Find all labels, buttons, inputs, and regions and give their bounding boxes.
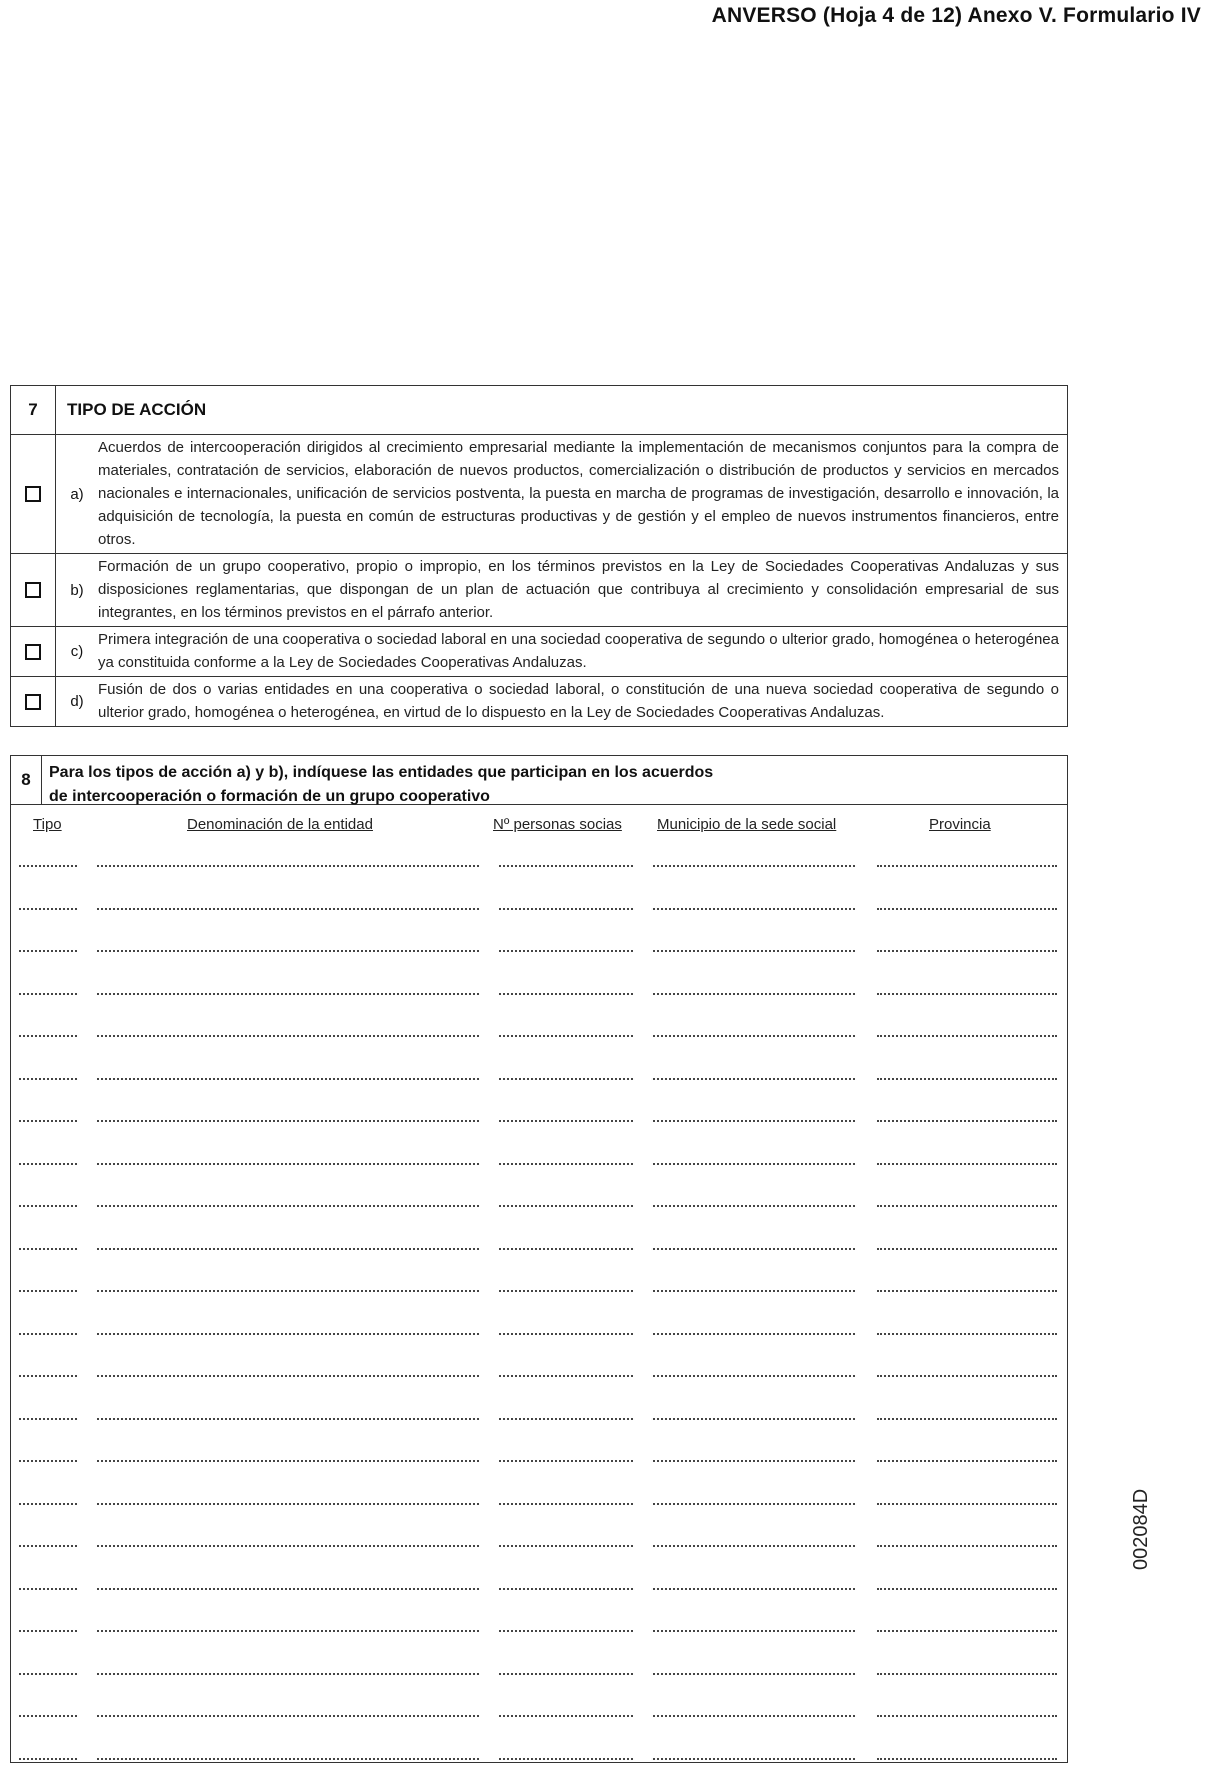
table-row [11,1693,1067,1736]
municipio-field[interactable] [653,1400,855,1420]
option-letter-b: b) [56,554,98,626]
tipo-field[interactable] [19,1697,77,1717]
personas-socias-field[interactable] [499,1230,633,1250]
provincia-field[interactable] [877,1612,1057,1632]
tipo-field[interactable] [19,1060,77,1080]
provincia-field[interactable] [877,1187,1057,1207]
tipo-field[interactable] [19,1357,77,1377]
table-row [11,843,1067,886]
section-7-number: 7 [11,386,56,434]
checkbox-option-a[interactable] [25,486,41,502]
tipo-field[interactable] [19,975,77,995]
municipio-field[interactable] [653,1442,855,1462]
denominacion-field[interactable] [97,932,479,952]
section-8-entidades [10,755,1068,1763]
table-row [11,1736,1067,1778]
table-row [11,1651,1067,1694]
column-header-personas-socias: Nº personas socias [493,816,622,833]
document-code: 002084D [1130,1489,1153,1570]
personas-socias-field[interactable] [499,1315,633,1335]
section-8-title [42,756,713,804]
tipo-field[interactable] [19,1655,77,1675]
denominacion-field[interactable] [97,1400,479,1420]
provincia-field[interactable] [877,1400,1057,1420]
denominacion-field[interactable] [97,975,479,995]
denominacion-field[interactable] [97,1570,479,1590]
checkbox-option-b[interactable] [25,582,41,598]
page-header-title: ANVERSO (Hoja 4 de 12) Anexo V. Formulario IV [712,4,1201,28]
column-header-municipio: Municipio de la sede social [657,816,836,833]
personas-socias-field[interactable] [499,1102,633,1122]
table-row [11,1268,1067,1311]
provincia-field[interactable] [877,1655,1057,1675]
column-headers [11,805,1067,843]
personas-socias-field[interactable] [499,932,633,952]
municipio-field[interactable] [653,1612,855,1632]
section-8-number: 8 [11,756,42,804]
table-row [11,1353,1067,1396]
section-7-header [11,386,1067,435]
section-7-title: TIPO DE ACCIÓN [56,386,206,434]
personas-socias-field[interactable] [499,1400,633,1420]
personas-socias-field[interactable] [499,1017,633,1037]
column-header-provincia: Provincia [929,816,991,833]
table-row [11,1141,1067,1184]
municipio-field[interactable] [653,975,855,995]
column-header-denominacion: Denominación de la entidad [187,816,373,833]
provincia-field[interactable] [877,1060,1057,1080]
section-8-title-line-2: de intercooperación o formación de un grupo cooperativo [49,785,713,809]
option-letter-a: a) [56,435,98,553]
provincia-field[interactable] [877,1272,1057,1292]
provincia-field[interactable] [877,1697,1057,1717]
table-row [11,971,1067,1014]
municipio-field[interactable] [653,1527,855,1547]
municipio-field[interactable] [653,1272,855,1292]
municipio-field[interactable] [653,1697,855,1717]
denominacion-field[interactable] [97,890,479,910]
personas-socias-field[interactable] [499,1655,633,1675]
tipo-field[interactable] [19,1400,77,1420]
tipo-field[interactable] [19,932,77,952]
table-row [11,1311,1067,1354]
provincia-field[interactable] [877,1145,1057,1165]
denominacion-field[interactable] [97,1527,479,1547]
tipo-field[interactable] [19,1527,77,1547]
table-row [11,1608,1067,1651]
denominacion-field[interactable] [97,1272,479,1292]
tipo-field[interactable] [19,1612,77,1632]
option-text-a: Acuerdos de intercooperación dirigidos al crecimiento empresarial mediante la implementación de mecanismos conjuntos para la compra de materiales, contratación de servicios, elaboración de nuevos productos, comercialización o distribución de productos y servicios en mercados nacionales e internacionales, unificación de servicios postventa, la puesta en marcha de programas de investigación, desarrollo e innovación, la adquisición de tecnología, la puesta en común de estructuras productivas y de gestión y el empleo de nuevos instrumentos financieros, entre otros. [98,435,1067,553]
denominacion-field[interactable] [97,1485,479,1505]
section-8-title-line-1: Para los tipos de acción a) y b), indíquese las entidades que participan en los acuerdos [49,761,713,785]
table-row [11,1226,1067,1269]
personas-socias-field[interactable] [499,1145,633,1165]
provincia-field[interactable] [877,932,1057,952]
provincia-field[interactable] [877,890,1057,910]
municipio-field[interactable] [653,1145,855,1165]
entity-rows [11,843,1067,1778]
tipo-field[interactable] [19,847,77,867]
table-row [11,1098,1067,1141]
table-row [11,1183,1067,1226]
provincia-field[interactable] [877,1527,1057,1547]
provincia-field[interactable] [877,975,1057,995]
provincia-field[interactable] [877,1357,1057,1377]
provincia-field[interactable] [877,847,1057,867]
tipo-field[interactable] [19,1145,77,1165]
municipio-field[interactable] [653,1060,855,1080]
personas-socias-field[interactable] [499,1740,633,1760]
provincia-field[interactable] [877,1485,1057,1505]
denominacion-field[interactable] [97,847,479,867]
option-letter-c: c) [56,627,98,676]
table-row [11,1013,1067,1056]
municipio-field[interactable] [653,1187,855,1207]
municipio-field[interactable] [653,1102,855,1122]
table-row [11,1523,1067,1566]
table-row [11,1396,1067,1439]
provincia-field[interactable] [877,1230,1057,1250]
table-row [11,1481,1067,1524]
denominacion-field[interactable] [97,1612,479,1632]
personas-socias-field[interactable] [499,1272,633,1292]
provincia-field[interactable] [877,1102,1057,1122]
municipio-field[interactable] [653,1740,855,1760]
municipio-field[interactable] [653,1315,855,1335]
personas-socias-field[interactable] [499,1442,633,1462]
municipio-field[interactable] [653,847,855,867]
personas-socias-field[interactable] [499,1187,633,1207]
denominacion-field[interactable] [97,1145,479,1165]
option-row-a [11,435,1067,554]
personas-socias-field[interactable] [499,1612,633,1632]
municipio-field[interactable] [653,1570,855,1590]
municipio-field[interactable] [653,932,855,952]
personas-socias-field[interactable] [499,1357,633,1377]
denominacion-field[interactable] [97,1060,479,1080]
option-text-c: Primera integración de una cooperativa o sociedad laboral en una sociedad cooperativa de segundo o ulterior grado, homogénea o heterogénea ya constituida conforme a la Ley de Sociedades Cooperativas Andaluzas. [98,627,1067,676]
personas-socias-field[interactable] [499,1485,633,1505]
option-row-d [11,677,1067,726]
personas-socias-field[interactable] [499,847,633,867]
option-row-c [11,627,1067,677]
table-row [11,886,1067,929]
table-row [11,1566,1067,1609]
denominacion-field[interactable] [97,1187,479,1207]
municipio-field[interactable] [653,1357,855,1377]
personas-socias-field[interactable] [499,890,633,910]
table-row [11,928,1067,971]
column-header-tipo: Tipo [33,816,62,833]
option-letter-d: d) [56,677,98,726]
municipio-field[interactable] [653,1017,855,1037]
tipo-field[interactable] [19,1017,77,1037]
provincia-field[interactable] [877,1315,1057,1335]
option-text-d: Fusión de dos o varias entidades en una cooperativa o sociedad laboral, o constitución de una nueva sociedad cooperativa de segundo o ulterior grado, homogénea o heterogénea, en virtud de lo dispuesto en la Ley de Sociedades Cooperativas Andaluzas. [98,677,1067,726]
tipo-field[interactable] [19,1230,77,1250]
personas-socias-field[interactable] [499,1570,633,1590]
tipo-field[interactable] [19,1570,77,1590]
tipo-field[interactable] [19,1740,77,1760]
denominacion-field[interactable] [97,1357,479,1377]
checkbox-option-d[interactable] [25,694,41,710]
provincia-field[interactable] [877,1570,1057,1590]
tipo-field[interactable] [19,1102,77,1122]
provincia-field[interactable] [877,1442,1057,1462]
provincia-field[interactable] [877,1740,1057,1760]
denominacion-field[interactable] [97,1655,479,1675]
provincia-field[interactable] [877,1017,1057,1037]
municipio-field[interactable] [653,1485,855,1505]
table-row [11,1438,1067,1481]
municipio-field[interactable] [653,890,855,910]
municipio-field[interactable] [653,1230,855,1250]
denominacion-field[interactable] [97,1697,479,1717]
denominacion-field[interactable] [97,1442,479,1462]
personas-socias-field[interactable] [499,1697,633,1717]
section-8-header [11,756,1067,805]
personas-socias-field[interactable] [499,975,633,995]
option-text-b: Formación de un grupo cooperativo, propio o impropio, en los términos previstos en la Ley de Sociedades Cooperativas Andaluzas y sus disposiciones reglamentarias, que dispongan de un plan de actuación que contribuya al crecimiento y consolidación empresarial de sus integrantes, en los términos previstos en el párrafo anterior. [98,554,1067,626]
denominacion-field[interactable] [97,1315,479,1335]
denominacion-field[interactable] [97,1740,479,1760]
tipo-field[interactable] [19,890,77,910]
denominacion-field[interactable] [97,1017,479,1037]
denominacion-field[interactable] [97,1102,479,1122]
personas-socias-field[interactable] [499,1527,633,1547]
tipo-field[interactable] [19,1485,77,1505]
checkbox-option-c[interactable] [25,644,41,660]
tipo-field[interactable] [19,1315,77,1335]
personas-socias-field[interactable] [499,1060,633,1080]
denominacion-field[interactable] [97,1230,479,1250]
tipo-field[interactable] [19,1187,77,1207]
municipio-field[interactable] [653,1655,855,1675]
option-row-b [11,554,1067,627]
tipo-field[interactable] [19,1272,77,1292]
section-7-tipo-de-accion [10,385,1068,727]
tipo-field[interactable] [19,1442,77,1462]
table-row [11,1056,1067,1099]
